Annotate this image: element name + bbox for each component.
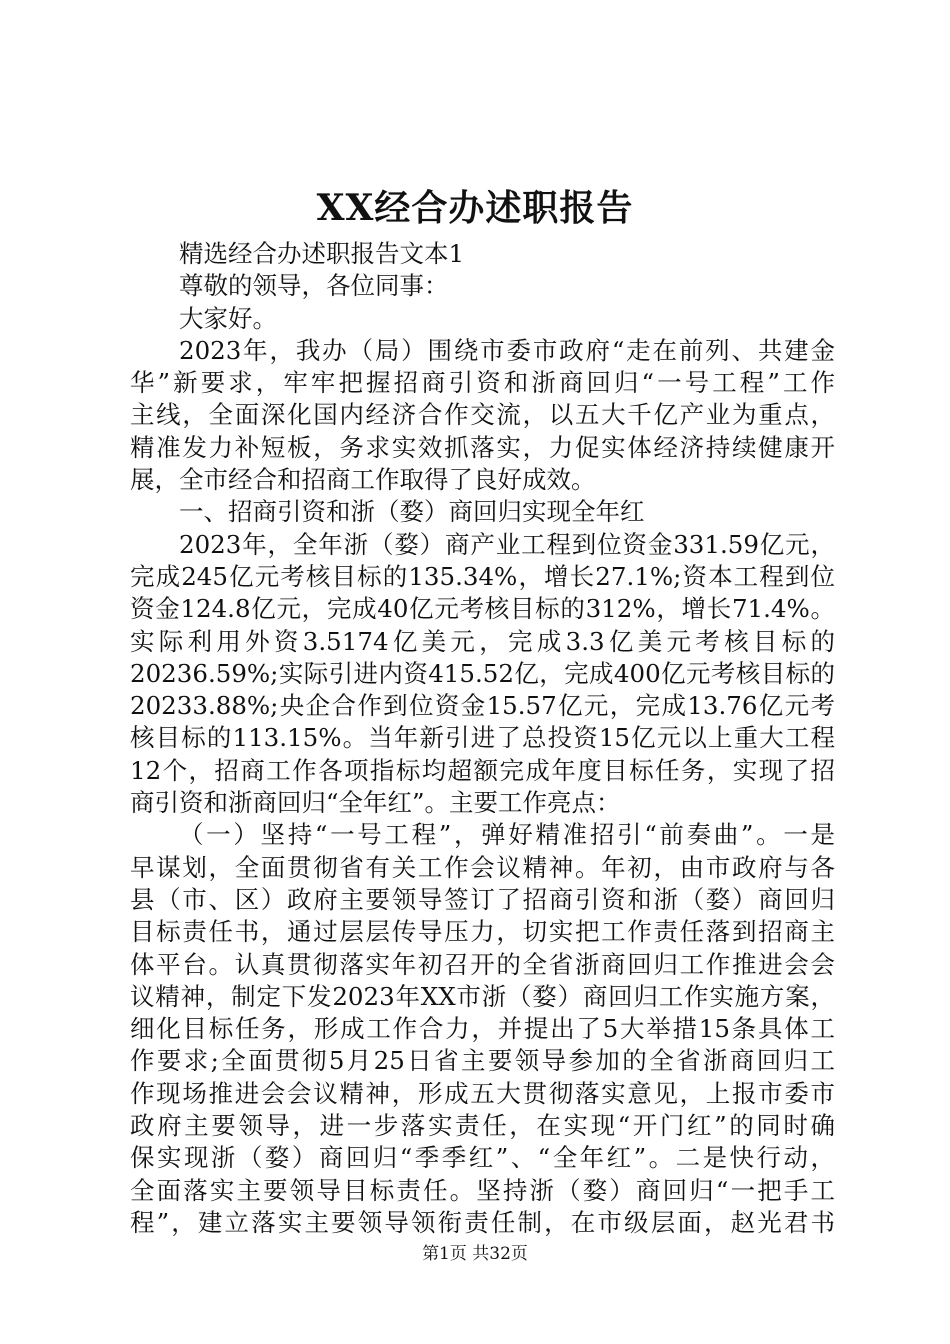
text-line: 一、招商引资和浙（婺）商回归实现全年红 (179, 497, 645, 527)
text-line: 政府主要领导，进一步落实责任，在实现“开门红”的同时确 (130, 1111, 835, 1141)
text-line: 12个，招商工作各项指标均超额完成年度目标任务，实现了招 (130, 755, 835, 785)
text-line: 目标责任书，通过层层传导压力，切实把工作责任落到招商主 (130, 917, 835, 947)
document-body (130, 238, 835, 1239)
text-line: 细化目标任务，形成工作合力，并提出了5大举措15条具体工 (130, 1014, 835, 1044)
text-line: 作现场推进会会议精神，形成五大贯彻落实意见，上报市委市 (130, 1078, 835, 1108)
text-line: 大家好。 (179, 303, 277, 333)
text-line: 精选经合办述职报告文本1 (179, 239, 465, 268)
text-line: 资金124.8亿元，完成40亿元考核目标的312%，增长71.4%。 (130, 594, 835, 624)
text-line: 体平台。认真贯彻落实年初召开的全省浙商回归工作推进会会 (130, 949, 835, 979)
text-line: 核目标的113.15%。当年新引进了总投资15亿元以上重大工程 (130, 723, 835, 753)
text-line: 全面落实主要领导目标责任。坚持浙（婺）商回归“一把手工 (130, 1175, 835, 1205)
text-line: 程”，建立落实主要领导领衔责任制，在市级层面，赵光君书 (130, 1207, 835, 1237)
text-line: 实际利用外资3.5174亿美元，完成3.3亿美元考核目标的 (130, 626, 835, 656)
text-line: （一）坚持“一号工程”，弹好精准招引“前奏曲”。一是 (179, 820, 835, 850)
text-line: 县（市、区）政府主要领导签订了招商引资和浙（婺）商回归 (130, 884, 835, 914)
text-line: 2023年，全年浙（婺）商产业工程到位资金331.59亿元， (179, 529, 835, 559)
text-line: 保实现浙（婺）商回归“季季红”、“全年红”。二是快行动， (130, 1143, 835, 1173)
text-line: 展，全市经合和招商工作取得了良好成效。 (130, 465, 596, 495)
text-line: 作要求;全面贯彻5月25日省主要领导参加的全省浙商回归工 (130, 1046, 835, 1076)
text-line: 20233.88%;央企合作到位资金15.57亿元，完成13.76亿元考 (130, 691, 835, 721)
page-footer: 第1页 共32页 (422, 1244, 528, 1264)
document-title: XX经合办述职报告 (316, 187, 634, 229)
text-line: 尊敬的领导，各位同事： (179, 271, 449, 301)
text-line: 2023年，我办（局）围绕市委市政府“走在前列、共建金 (179, 335, 835, 365)
text-line: 议精神，制定下发2023年XX市浙（婺）商回归工作实施方案， (130, 981, 835, 1011)
text-line: 商引资和浙商回归“全年红”。主要工作亮点： (130, 788, 621, 818)
text-line: 早谋划，全面贯彻省有关工作会议精神。年初，由市政府与各 (130, 852, 835, 882)
text-line: 精准发力补短板，务求实效抓落实，力促实体经济持续健康开 (130, 432, 835, 462)
text-line: 华”新要求，牢牢把握招商引资和浙商回归“一号工程”工作 (130, 368, 835, 398)
text-line: 主线，全面深化国内经济合作交流，以五大千亿产业为重点， (130, 400, 835, 430)
text-line: 完成245亿元考核目标的135.34%，增长27.1%;资本工程到位 (130, 561, 835, 591)
text-line: 20236.59%;实际引进内资415.52亿，完成400亿元考核目标的 (130, 658, 835, 688)
